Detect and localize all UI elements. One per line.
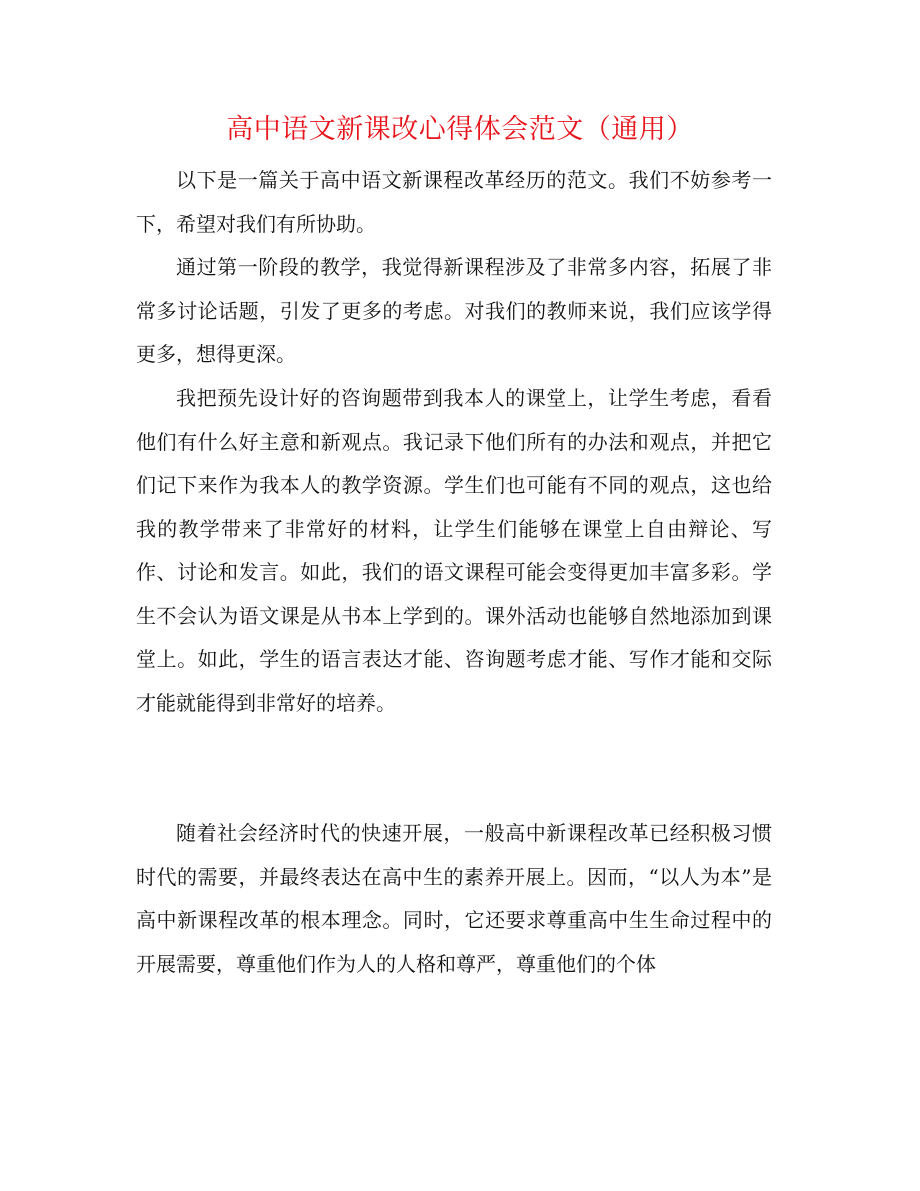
paragraph-reform: 随着社会经济时代的快速开展，一般高中新课程改革已经积极习惯时代的需要，并最终表达在高中生的素养开展上。因而，“以人为本”是高中新课程改革的根本理念。同时，它还要求尊重高中生生命过程中的开展需要，尊重他们作为人的人格和尊严，尊重他们的个体 — [136, 821, 772, 976]
paragraph-first-stage: 通过第一阶段的教学，我觉得新课程涉及了非常多内容，拓展了非常多讨论话题，引发了更多的考虑。对我们的教师来说，我们应该学得更多，想得更深。 — [136, 255, 772, 366]
paragraph-intro: 以下是一篇关于高中语文新课程改革经历的范文。我们不妨参考一下，希望对我们有所协助。 — [136, 168, 772, 236]
paragraph-classroom: 我把预先设计好的咨询题带到我本人的课堂上，让学生考虑，看看他们有什么好主意和新观点。我记录下他们所有的办法和观点，并把它们记下来作为我本人的教学资源。学生们也可能有不同的观点，这也给我的教学带来了非常好的材料，让学生们能够在课堂上自由辩论、写作、讨论和发言。如此，我们的语文课程可能会变得更加丰富多彩。学生不会认为语文课是从书本上学到的。课外活动也能够自然地添加到课堂上。如此，学生的语言表达才能、咨询题考虑才能、写作才能和交际才能就能得到非常好的培养。 — [136, 386, 772, 715]
document-title: 高中语文新课改心得体会范文（通用） — [226, 114, 694, 145]
